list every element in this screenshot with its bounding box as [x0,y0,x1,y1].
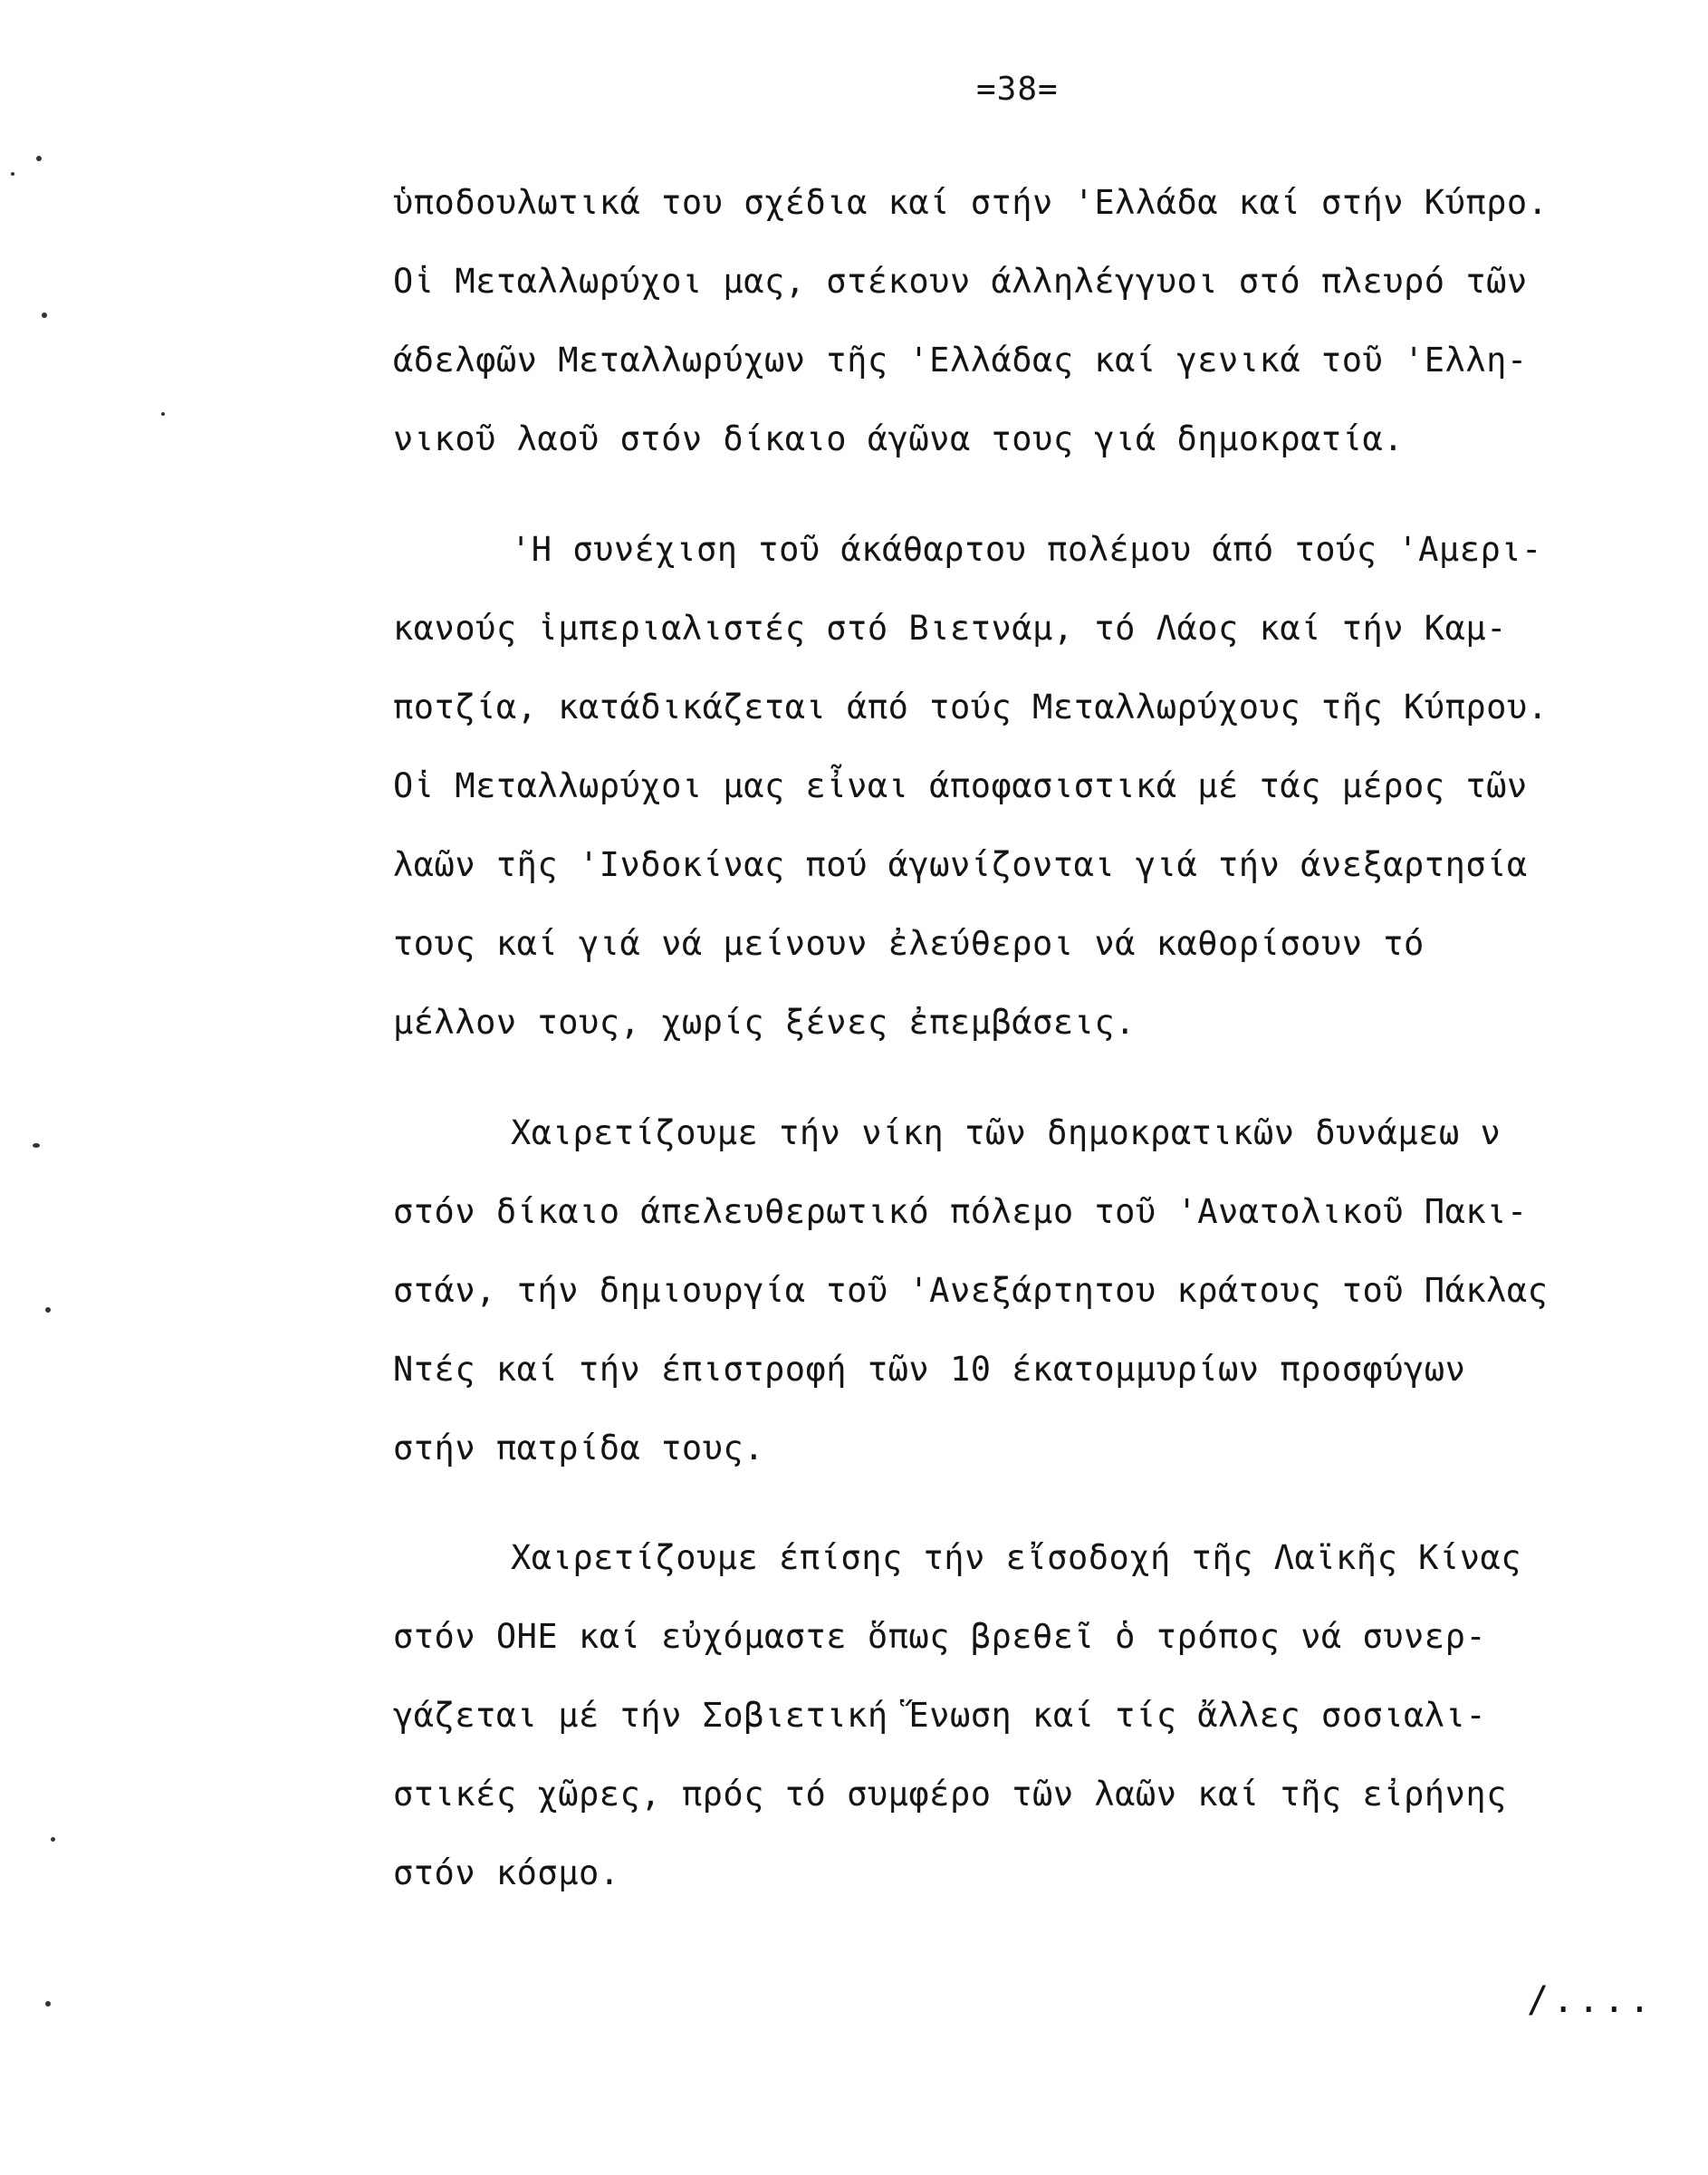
text-line: Ντές καί τήν έπιστροφή τῶν 10 έκατομμυρίων προσφύγων [393,1350,1466,1389]
scan-speck [161,412,165,416]
text-line: τους καί γιά νά μείνουν ἐλεύθεροι νά καθορίσουν τό [393,924,1425,963]
text-line: ποτζία, κατάδικάζεται άπό τούς Μεταλλωρύχους τῆς Κύπρου. [393,688,1549,727]
text-line: στάν, τήν δημιουργία τοῦ 'Ανεξάρτητου κράτους τοῦ Πάκλας [393,1271,1549,1310]
text-line: νικοῦ λαοῦ στόν δίκαιο άγῶνα τους γιά δημοκρατία. [393,419,1405,458]
text-line: γάζεται μέ τήν Σοβιετική Ἕνωση καί τίς ἄλλες σοσιαλι- [393,1696,1487,1735]
text-line: στήν πατρίδα τους. [393,1429,764,1468]
text-line: Χαιρετίζουμε έπίσης τήν εἴσοδοχή τῆς Λαϊκῆς Κίνας [511,1538,1522,1577]
text-line: στόν δίκαιο άπελευθερωτικό πόλεμο τοῦ 'Ανατολικοῦ Πακι- [393,1192,1528,1231]
paragraph-4 [393,1518,1679,1912]
scan-speck [36,156,42,161]
text-line: ὑποδουλωτικά του σχέδια καί στήν 'Ελλάδα καί στήν Κύπρο. [393,183,1549,222]
text-line: μέλλον τους, χωρίς ξένες ἐπεμβάσεις. [393,1003,1136,1042]
paragraph-3 [393,1093,1679,1487]
scan-speck [33,1143,40,1148]
text-line: στικές χῶρες, πρός τό συμφέρο τῶν λαῶν καί τῆς εἰρήνης [393,1775,1507,1814]
text-line: Οἱ Μεταλλωρύχοι μας εἶναι άποφασιστικά μέ τάς μέρος τῶν [393,766,1528,805]
scan-speck [42,313,47,318]
paragraph-1 [393,163,1679,478]
scan-speck [51,1837,55,1842]
text-line: Χαιρετίζουμε τήν νίκη τῶν δημοκρατικῶν δυνάμεω ν [511,1113,1502,1152]
scan-speck [45,1307,51,1313]
text-line: άδελφῶν Μεταλλωρύχων τῆς 'Ελλάδας καί γενικά τοῦ 'Ελλη- [393,341,1528,380]
text-line: Οἱ Μεταλλωρύχοι μας, στέκουν άλληλέγγυοι στό πλευρό τῶν [393,262,1528,301]
scan-speck [11,172,14,176]
text-line: κανούς ἱμπεριαλιστές στό Βιετνάμ, τό Λάος καί τήν Καμ- [393,609,1507,648]
scan-speck [45,2001,51,2007]
continuation-mark: /.... [1527,1979,1655,2021]
paragraph-2 [393,510,1679,1062]
text-line: στόν ΟΗΕ καί εὐχόμαστε ὅπως βρεθεῖ ὁ τρόπος νά συνερ- [393,1617,1487,1656]
text-line: 'Η συνέχιση τοῦ άκάθαρτου πολέμου άπό τούς 'Αμερι- [511,530,1542,569]
page-number: =38= [976,71,1059,108]
text-line: στόν κόσμο. [393,1853,620,1892]
text-line: λαῶν τῆς 'Ινδοκίνας πού άγωνίζονται γιά τήν άνεξαρτησία [393,845,1528,884]
